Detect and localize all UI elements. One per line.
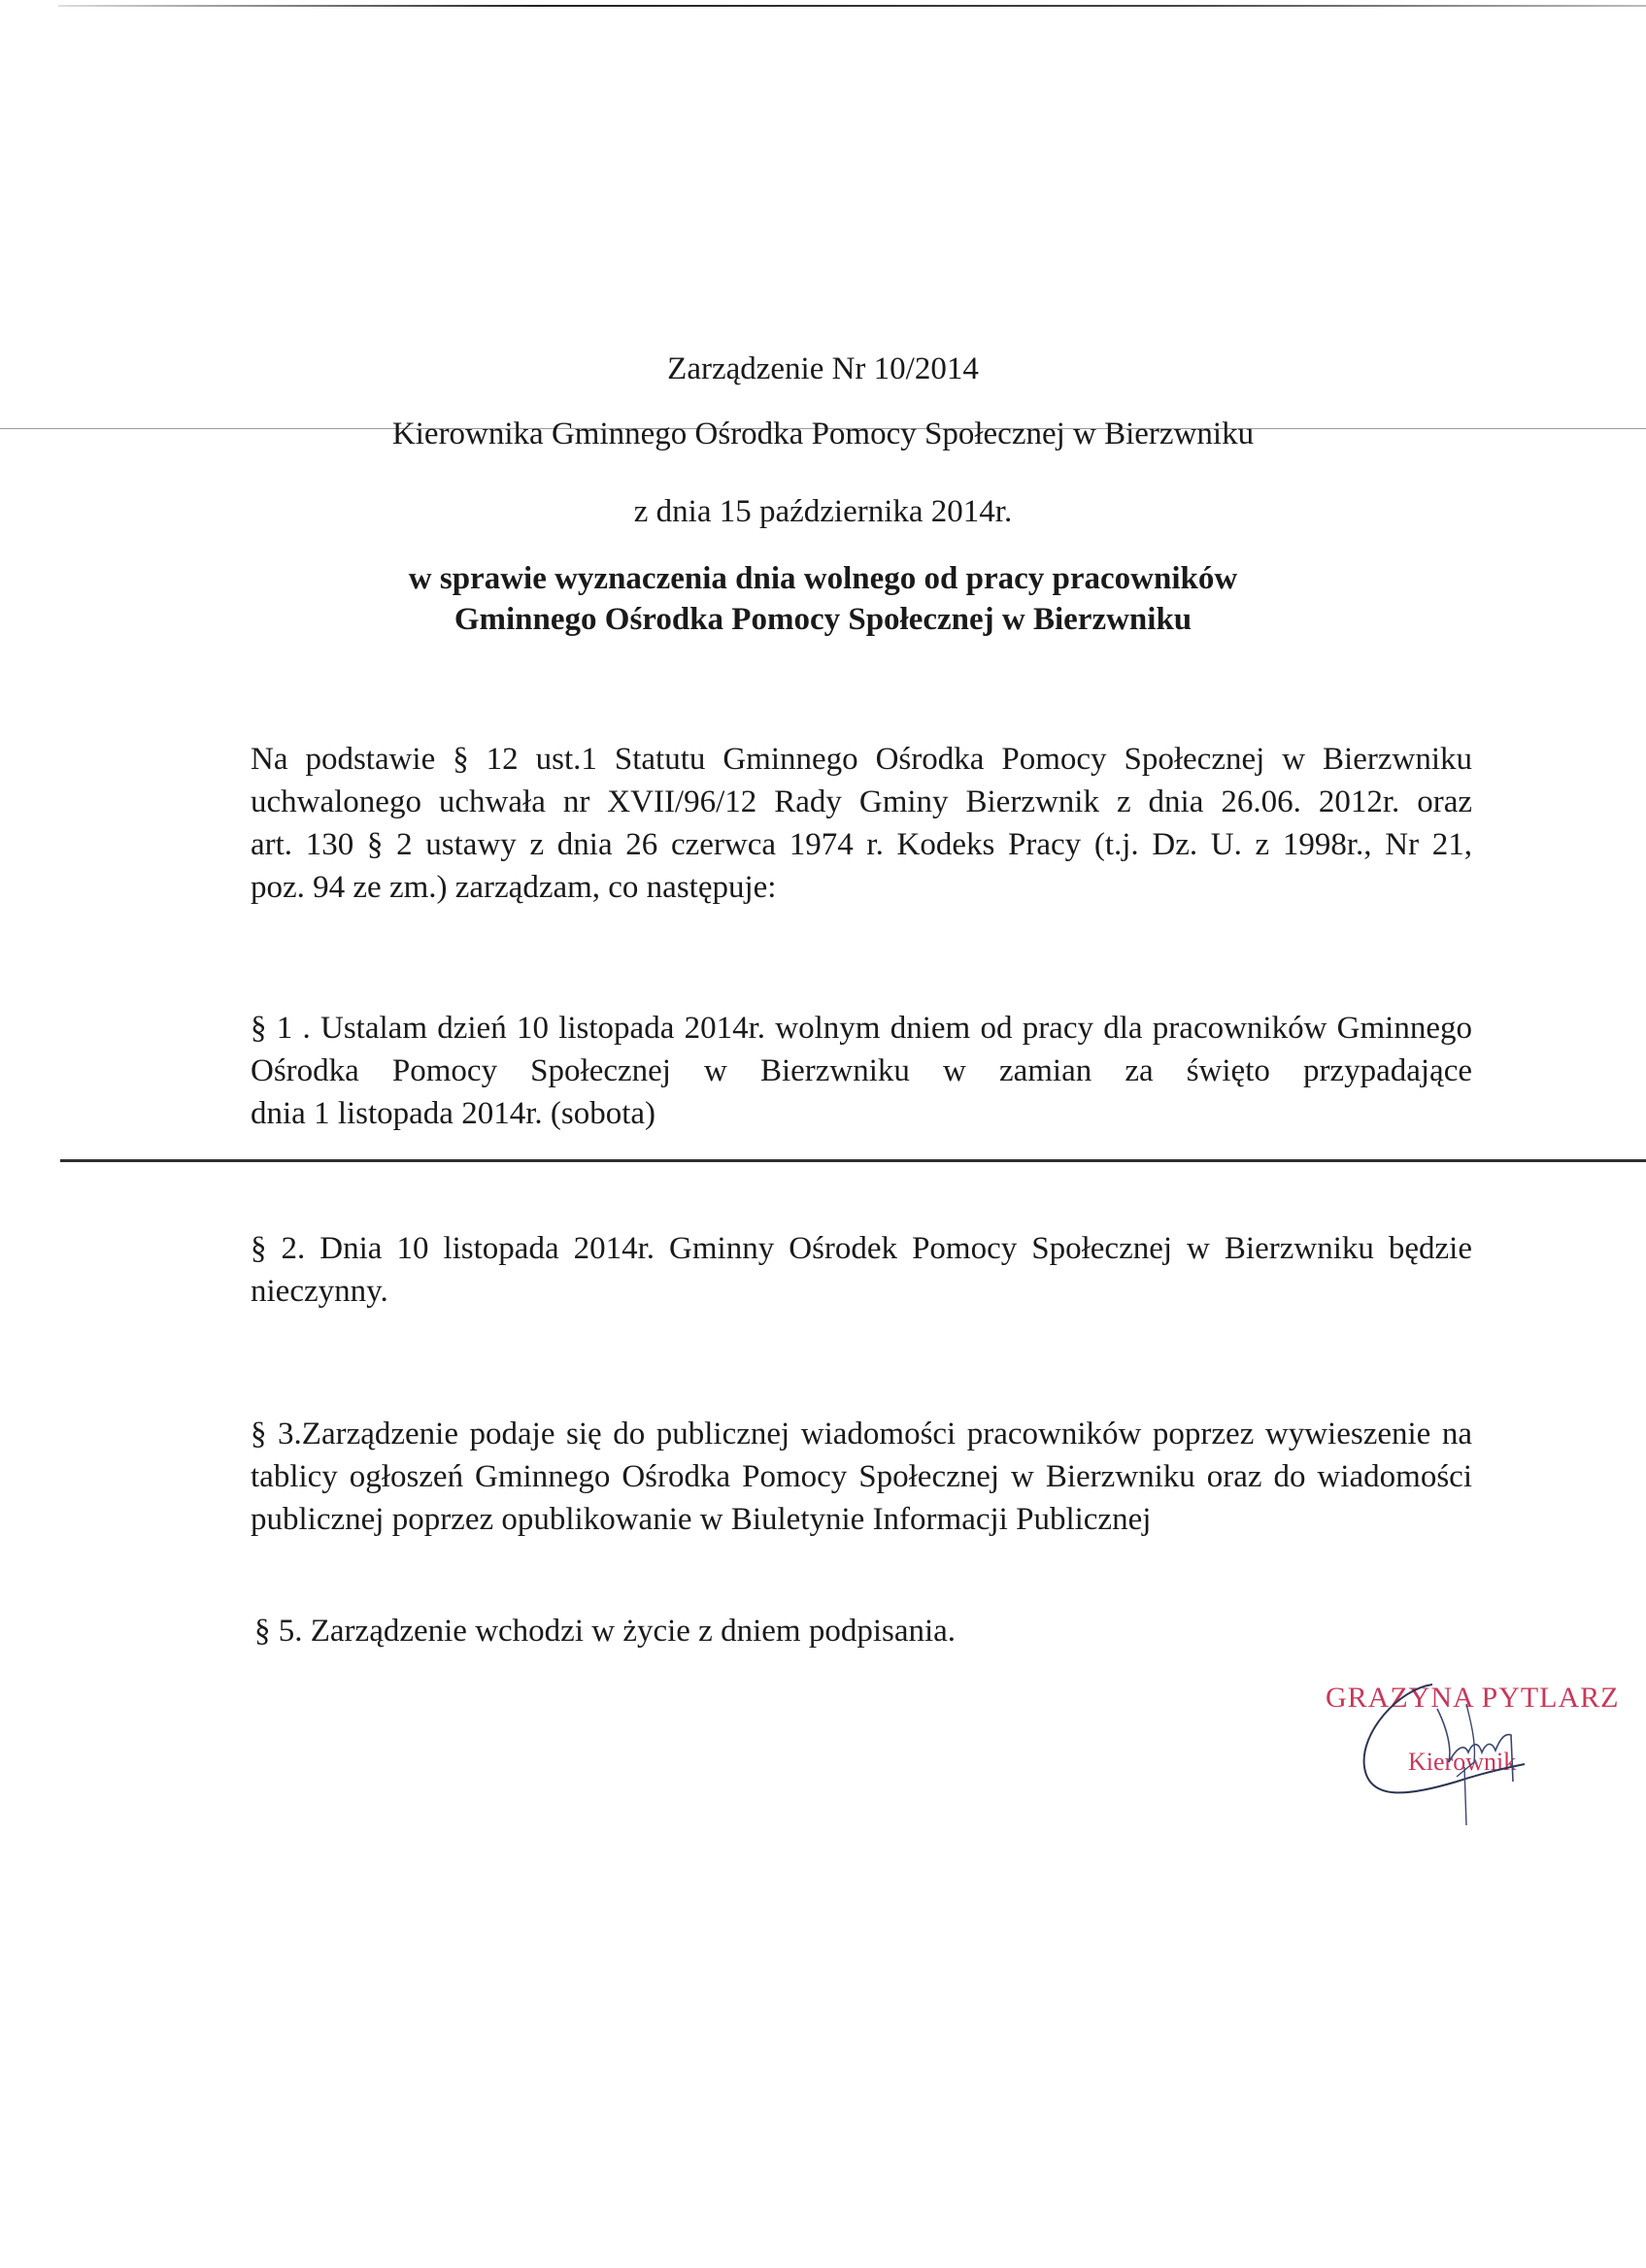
document-subject-line-2: Gminnego Ośrodka Pomocy Społecznej w Bierzwniku xyxy=(453,602,1193,637)
preamble-line: Na podstawie § 12 ust.1 Statutu Gminnego Ośrodka Pomocy Społecznej w Bierzwniku xyxy=(251,742,1472,777)
section-3-line: tablicy ogłoszeń Gminnego Ośrodka Pomocy Społecznej w Bierzwniku oraz do wiadomości xyxy=(251,1459,1472,1494)
section-1-line: dnia 1 listopada 2014r. (sobota) xyxy=(251,1096,656,1131)
section-2-line: nieczynny. xyxy=(251,1274,388,1309)
stamp-title: Kierownik xyxy=(1408,1748,1517,1776)
preamble-line: uchwalonego uchwała nr XVII/96/12 Rady Gminy Bierzwnik z dnia 26.06. 2012r. oraz xyxy=(251,784,1472,819)
preamble-line: art. 130 § 2 ustawy z dnia 26 czerwca 1974 r. Kodeks Pracy (t.j. Dz. U. z 1998r., Nr 21, xyxy=(251,827,1472,862)
document-title: Zarządzenie Nr 10/2014 xyxy=(667,351,979,386)
section-5-paragraph: § 5. Zarządzenie wchodzi w życie z dniem podpisania. xyxy=(254,1614,957,1649)
preamble-line: poz. 94 ze zm.) zarządzam, co następuje: xyxy=(251,870,777,905)
section-1-line: Ośrodka Pomocy Społecznej w Bierzwniku w zamian za święto przypadające xyxy=(251,1053,1472,1088)
document-issuer: Kierownika Gminnego Ośrodka Pomocy Społecznej w Bierzwniku xyxy=(391,417,1255,451)
stamp-name: GRAZYNA PYTLARZ xyxy=(1326,1682,1620,1714)
handwritten-signature-icon xyxy=(1340,1675,1593,1840)
scan-artifact-top-line xyxy=(58,5,1646,7)
document-subject-line-1: w sprawie wyznaczenia dnia wolnego od pracy pracowników xyxy=(408,561,1238,596)
document-date: z dnia 15 października 2014r. xyxy=(633,494,1013,529)
section-1-line: § 1 . Ustalam dzień 10 listopada 2014r. wolnym dniem od pracy dla pracowników Gminnego xyxy=(251,1011,1472,1046)
section-3-line: § 3.Zarządzenie podaje się do publicznej wiadomości pracowników poprzez wywieszenie na xyxy=(251,1417,1472,1451)
section-3-line: publicznej poprzez opublikowanie w Biuletynie Informacji Publicznej xyxy=(251,1502,1152,1537)
scan-artifact-fold-line xyxy=(60,1159,1646,1162)
section-2-line: § 2. Dnia 10 listopada 2014r. Gminny Ośrodek Pomocy Społecznej w Bierzwniku będzie xyxy=(251,1231,1472,1266)
